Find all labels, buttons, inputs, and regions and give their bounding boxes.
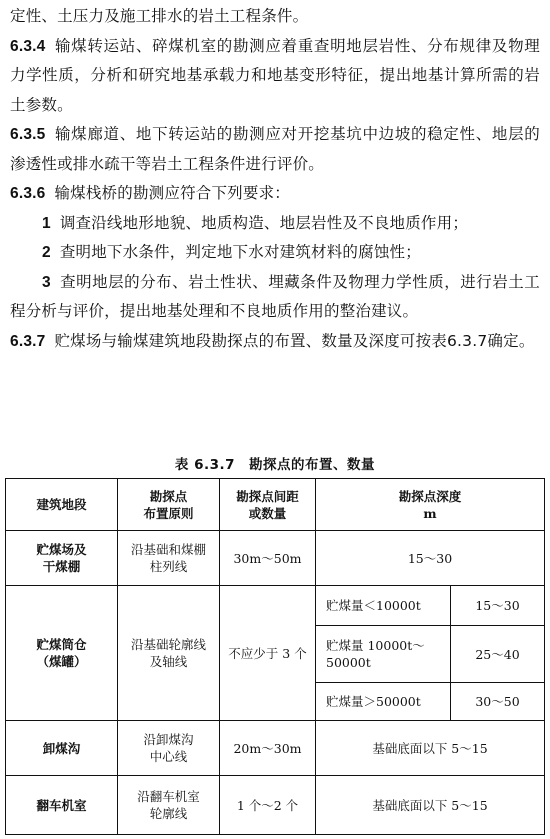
- clause-6-3-4: [10, 32, 540, 121]
- clause-6-3-5: [10, 120, 540, 179]
- cell-condition: 贮煤量＜10000t: [316, 586, 451, 626]
- body-text: [10, 2, 540, 356]
- item-number: 2: [42, 244, 51, 261]
- cell-condition: 贮煤量 10000t～ 50000t: [316, 626, 451, 683]
- clause-number: 6.3.4: [10, 37, 46, 55]
- cell-depth: 25～40: [451, 626, 545, 683]
- header-depth: 勘探点深度 m: [316, 479, 545, 531]
- clause-number: 6.3.7: [10, 332, 46, 350]
- cell-principle: 沿基础和煤棚 柱列线: [118, 531, 220, 586]
- table-row: [6, 721, 545, 776]
- cell-spacing: 不应少于 3 个: [220, 586, 316, 721]
- header-principle: 勘探点 布置原则: [118, 479, 220, 531]
- table-header-row: [6, 479, 545, 531]
- clause-6-3-7: [10, 327, 540, 357]
- cell-spacing: 30m～50m: [220, 531, 316, 586]
- clause-text: 输煤栈桥的勘测应符合下列要求：: [54, 184, 290, 202]
- item-text: 调查沿线地形地貌、地质构造、地层岩性及不良地质作用；: [59, 213, 469, 232]
- table-caption: 表 6.3.7 勘探点的布置、数量: [174, 457, 376, 473]
- clause-text: 贮煤场与输煤建筑地段勘探点的布置、数量及深度可按表6.3.7确定。: [54, 331, 535, 350]
- clause-text: 输煤转运站、碎煤机室的勘测应着重查明地层岩性、分布规律及物理力学性质，分析和研究地基承载力和地基变形特征，提出地基计算所需的岩土参数。: [10, 36, 540, 114]
- cell-depth: 15～30: [451, 586, 545, 626]
- table-row: [6, 586, 545, 626]
- cell-principle: 沿基础轮廓线 及轴线: [118, 586, 220, 721]
- table-row: [6, 776, 545, 835]
- item-text: 查明地下水条件，判定地下水对建筑材料的腐蚀性；: [59, 243, 421, 261]
- table-row: [6, 531, 545, 586]
- header-spacing: 勘探点间距 或数量: [220, 479, 316, 531]
- item-number: 1: [42, 214, 51, 232]
- cell-principle: 沿翻车机室 轮廓线: [118, 776, 220, 835]
- clause-number: 6.3.5: [10, 126, 46, 143]
- cell-section: 卸煤沟: [6, 721, 118, 776]
- clause-text: 输煤廊道、地下转运站的勘测应对开挖基坑中边坡的稳定性、地层的渗透性或排水疏干等岩土工程条件进行评价。: [10, 125, 540, 173]
- list-item-1: [10, 209, 540, 239]
- cell-spacing: 20m～30m: [220, 721, 316, 776]
- cell-section: 贮煤场及 干煤棚: [6, 531, 118, 586]
- cell-principle: 沿卸煤沟 中心线: [118, 721, 220, 776]
- exploration-table: [5, 478, 545, 835]
- list-item-2: [10, 238, 540, 268]
- paragraph-continued: 定性、土压力及施工排水的岩土工程条件。: [10, 7, 309, 25]
- item-number: 3: [42, 273, 51, 291]
- clause-6-3-6: [10, 179, 540, 209]
- cell-depth: 15～30: [316, 531, 545, 586]
- header-section: 建筑地段: [6, 479, 118, 531]
- cell-condition: 贮煤量＞50000t: [316, 683, 451, 721]
- list-item-3: [10, 268, 540, 327]
- cell-spacing: 1 个～2 个: [220, 776, 316, 835]
- clause-number: 6.3.6: [10, 185, 46, 202]
- cell-depth: 30～50: [451, 683, 545, 721]
- cell-depth: 基础底面以下 5～15: [316, 776, 545, 835]
- cell-section: 翻车机室: [6, 776, 118, 835]
- cell-section: 贮煤筒仓 （煤罐）: [6, 586, 118, 721]
- item-text: 查明地层的分布、岩土性状、埋藏条件及物理力学性质，进行岩土工程分析与评价，提出地基处理和不良地质作用的整治建议。: [10, 272, 540, 320]
- cell-depth: 基础底面以下 5～15: [316, 721, 545, 776]
